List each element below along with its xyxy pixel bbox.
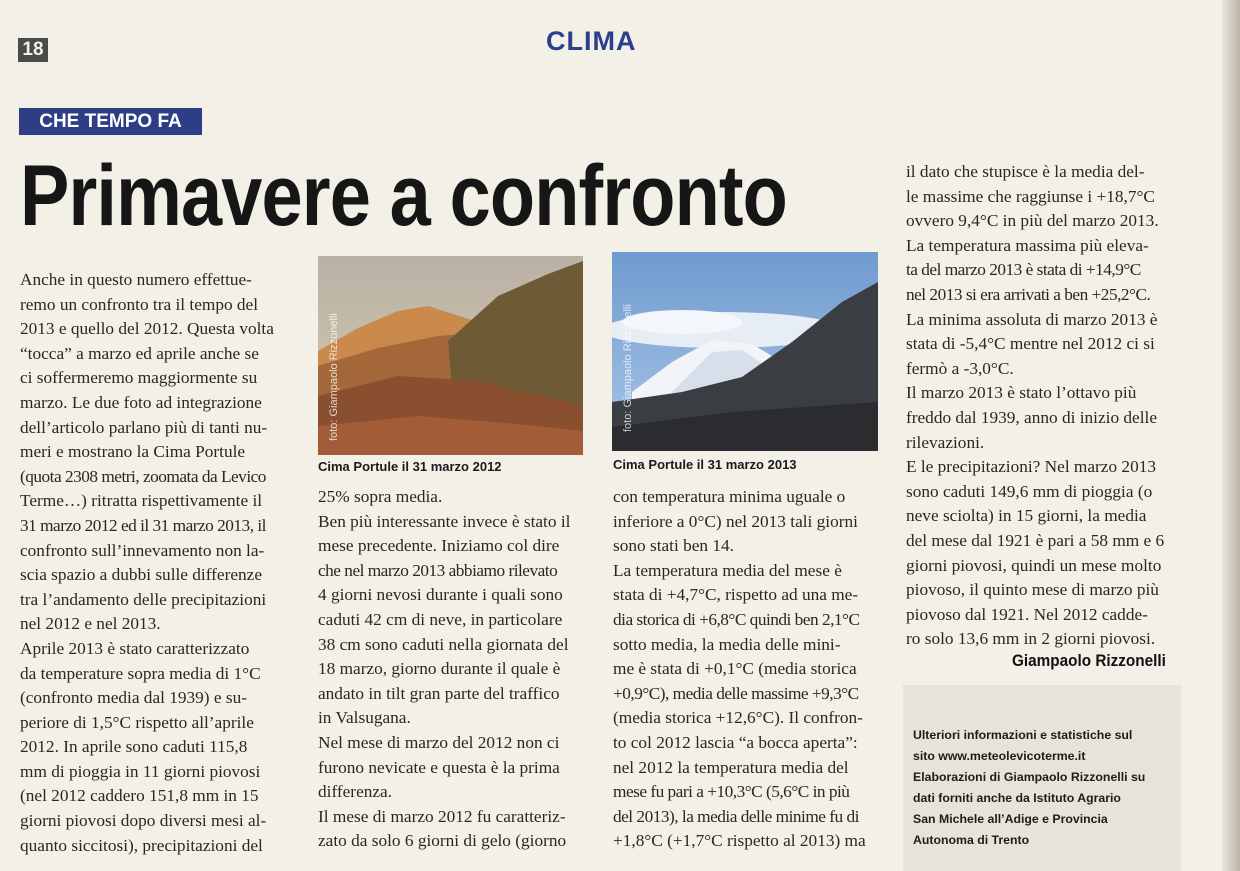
text-line: sotto media, la media delle mini- xyxy=(613,634,841,654)
photo-cima-portule-2012 xyxy=(318,256,583,455)
text-line: (confronto media dal 1939) e su- xyxy=(20,688,247,708)
text-line: Il marzo 2013 è stato l’ottavo più xyxy=(906,383,1137,403)
text-line: le massime che raggiunse i +18,7°C xyxy=(906,186,1155,206)
article-column-4 xyxy=(906,160,1178,652)
text-line: andato in tilt gran parte del traffico xyxy=(318,683,560,703)
text-line: rilevazioni. xyxy=(906,432,985,452)
text-line: ovvero 9,4°C in più del marzo 2013. xyxy=(906,211,1159,231)
text-line: del 2013), la media delle minime fu di xyxy=(613,806,859,826)
text-line: 4 giorni nevosi durante i quali sono xyxy=(318,585,563,605)
text-line: sono caduti 149,6 mm di pioggia (o xyxy=(906,481,1153,501)
text-line: piovoso dal 1921. Nel 2012 cadde- xyxy=(906,604,1148,624)
article-column-2 xyxy=(318,485,586,854)
photo-cima-portule-2013 xyxy=(612,252,878,451)
text-line: stata di -5,4°C mentre nel 2012 ci si xyxy=(906,334,1155,354)
text-line: del mese dal 1921 è pari a 58 mm e 6 xyxy=(906,530,1165,550)
text-line: periore di 1,5°C rispetto all’aprile xyxy=(20,712,254,732)
text-line: tra l’andamento delle precipitazioni xyxy=(20,589,267,609)
text-line: con temperatura minima uguale o xyxy=(613,487,846,506)
text-line: nel 2012 e nel 2013. xyxy=(20,614,161,634)
info-line: Elaborazioni di Giampaolo Rizzonelli su xyxy=(913,770,1146,784)
info-line: dati forniti anche da Istituto Agrario xyxy=(913,791,1121,805)
text-line: Anche in questo numero effettue- xyxy=(20,270,252,289)
text-line: (nel 2012 caddero 151,8 mm in 15 xyxy=(20,786,259,806)
text-line: giorni piovosi dopo diversi mesi al- xyxy=(20,811,267,831)
text-line: Aprile 2013 è stato caratterizzato xyxy=(20,638,250,658)
author-signature: Giampaolo Rizzonelli xyxy=(1012,651,1166,670)
text-line: confronto sull’innevamento non la- xyxy=(20,540,265,560)
text-line: nel 2013 si era arrivati a ben +25,2°C. xyxy=(906,284,1151,304)
info-line: sito www.meteolevicoterme.it xyxy=(913,749,1086,763)
info-box xyxy=(903,685,1181,871)
text-line: 38 cm sono caduti nella giornata del xyxy=(318,634,569,654)
text-line: La minima assoluta di marzo 2013 è xyxy=(906,309,1158,329)
article-column-1 xyxy=(20,268,295,858)
page-number: 18 xyxy=(18,38,48,62)
text-line: mese precedente. Iniziamo col dire xyxy=(318,536,560,556)
page-edge xyxy=(1222,0,1240,871)
text-line: to col 2012 lascia “a bocca aperta”: xyxy=(613,732,858,752)
text-line: nel 2012 la temperatura media del xyxy=(613,757,849,777)
text-line: scia spazio a dubbi sulle differenze xyxy=(20,565,263,585)
text-line: fermò a -3,0°C. xyxy=(906,358,1014,378)
text-line: caduti 42 cm di neve, in particolare xyxy=(318,609,563,629)
info-line: Ulteriori informazioni e statistiche sul xyxy=(913,728,1133,742)
headline: Primavere a confronto xyxy=(20,148,787,244)
text-line: +0,9°C), media delle massime +9,3°C xyxy=(613,683,859,703)
section-title: CLIMA xyxy=(546,26,637,56)
text-line: 2012. In aprile sono caduti 115,8 xyxy=(20,737,248,757)
text-line: 25% sopra media. xyxy=(318,487,443,506)
text-line: mm di pioggia in 11 giorni piovosi xyxy=(20,761,261,781)
text-line: 2013 e quello del 2012. Questa volta xyxy=(20,319,274,339)
photo-caption: Cima Portule il 31 marzo 2012 xyxy=(318,459,502,474)
text-line: il dato che stupisce è la media del- xyxy=(906,162,1145,181)
text-line: 18 marzo, giorno durante il quale è xyxy=(318,659,561,679)
text-line: 31 marzo 2012 ed il 31 marzo 2013, il xyxy=(20,515,266,535)
text-line: “tocca” a marzo ed aprile anche se xyxy=(20,343,259,363)
text-line: marzo. Le due foto ad integrazione xyxy=(20,392,262,412)
text-line: neve sciolta) in 15 giorni, la media xyxy=(906,506,1147,526)
text-line: La temperatura massima più eleva- xyxy=(906,235,1149,255)
text-line: differenza. xyxy=(318,782,393,802)
text-line: dell’articolo parlano più di tanti nu- xyxy=(20,417,268,437)
text-line: freddo dal 1939, anno di inizio delle xyxy=(906,407,1157,427)
text-line: che nel marzo 2013 abbiamo rilevato xyxy=(318,560,558,580)
text-line: Terme…) ritratta rispettivamente il xyxy=(20,491,263,511)
text-line: Ben più interessante invece è stato il xyxy=(318,511,571,531)
info-line: Autonoma di Trento xyxy=(913,833,1030,847)
photo-credit: foto: Giampaolo Rizzonelli xyxy=(328,313,340,441)
info-line: San Michele all’Adige e Provincia xyxy=(913,812,1108,826)
article-column-3 xyxy=(613,485,883,854)
text-line: remo un confronto tra il tempo del xyxy=(20,294,259,314)
text-line: me è stata di +0,1°C (media storica xyxy=(613,659,857,679)
text-line: +1,8°C (+1,7°C rispetto al 2013) ma xyxy=(613,831,866,851)
text-line: zato da solo 6 giorni di gelo (giorno xyxy=(318,831,567,851)
kicker-label: CHE TEMPO FA xyxy=(19,108,202,135)
text-line: furono nevicate e questa è la prima xyxy=(318,757,560,777)
text-line: inferiore a 0°C) nel 2013 tali giorni xyxy=(613,511,858,531)
text-line: da temperature sopra media di 1°C xyxy=(20,663,261,683)
text-line: ro solo 13,6 mm in 2 giorni piovosi. xyxy=(906,629,1156,649)
text-line: dia storica di +6,8°C quindi ben 2,1°C xyxy=(613,609,860,629)
text-line: meri e mostrano la Cima Portule xyxy=(20,442,246,462)
text-line: giorni piovosi, quindi un mese molto xyxy=(906,555,1162,575)
text-line: Nel mese di marzo del 2012 non ci xyxy=(318,732,560,752)
text-line: E le precipitazioni? Nel marzo 2013 xyxy=(906,457,1156,477)
text-line: La temperatura media del mese è xyxy=(613,560,842,580)
photo-credit: foto: Giampaolo Rizzonelli xyxy=(622,304,634,432)
text-line: mese fu pari a +10,3°C (5,6°C in più xyxy=(613,782,850,802)
text-line: stata di +4,7°C, rispetto ad una me- xyxy=(613,585,859,605)
text-line: quanto siccitosi), precipitazioni del xyxy=(20,835,263,855)
text-line: (media storica +12,6°C). Il confron- xyxy=(613,708,863,728)
text-line: piovoso, il quinto mese di marzo più xyxy=(906,580,1159,600)
text-line: sono stati ben 14. xyxy=(613,536,734,556)
photo-caption: Cima Portule il 31 marzo 2013 xyxy=(613,457,797,472)
text-line: ci soffermeremo maggiormente su xyxy=(20,368,258,388)
text-line: ta del marzo 2013 è stata di +14,9°C xyxy=(906,260,1141,280)
text-line: in Valsugana. xyxy=(318,708,411,728)
text-line: Il mese di marzo 2012 fu caratteriz- xyxy=(318,806,566,826)
text-line: (quota 2308 metri, zoomata da Levico xyxy=(20,466,266,486)
